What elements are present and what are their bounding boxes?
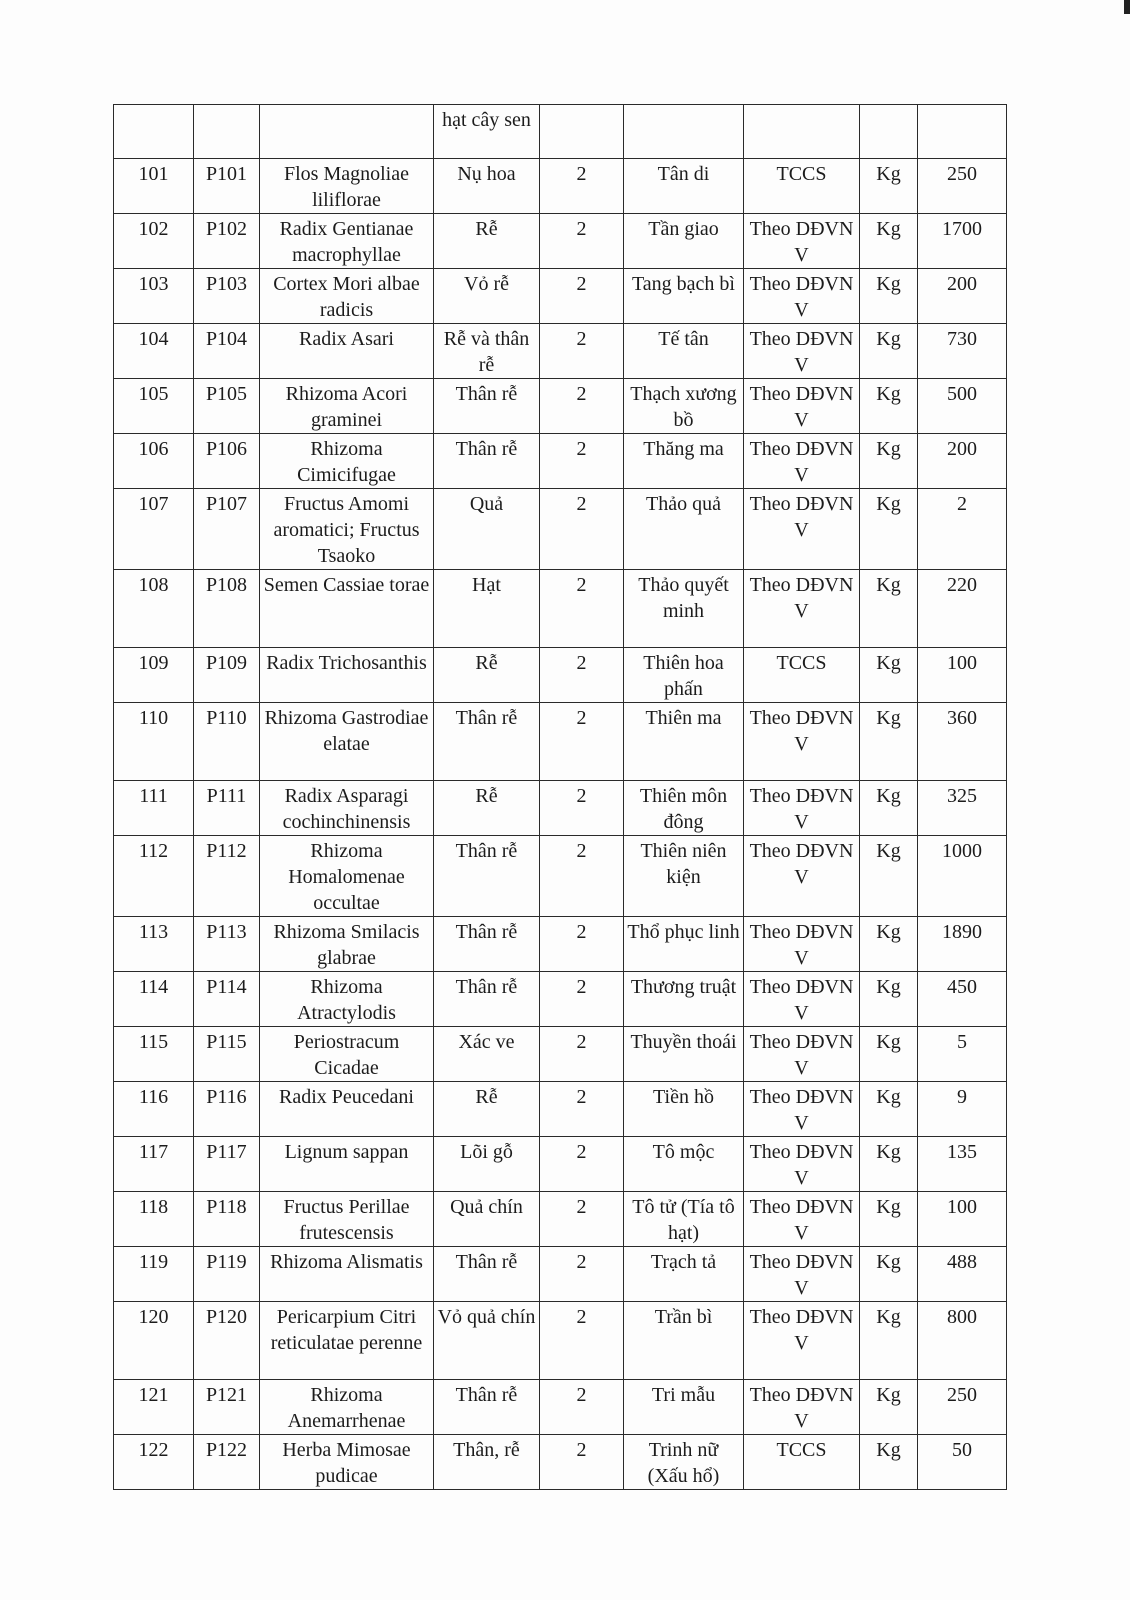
cell-part: Lõi gỗ <box>434 1137 540 1192</box>
cell-group: 2 <box>540 1435 624 1490</box>
table-row <box>114 917 1007 972</box>
cell-name: Tần giao <box>624 214 744 269</box>
cell-code: P121 <box>194 1380 260 1435</box>
cell-name: Thương truật <box>624 972 744 1027</box>
cell-group: 2 <box>540 1380 624 1435</box>
cell-name: Thổ phục linh <box>624 917 744 972</box>
table-row <box>114 570 1007 648</box>
cell-code: P114 <box>194 972 260 1027</box>
cell-code: P102 <box>194 214 260 269</box>
cell-code: P116 <box>194 1082 260 1137</box>
cell-qty: 1890 <box>918 917 1007 972</box>
cell-qty: 1700 <box>918 214 1007 269</box>
cell-name: Trần bì <box>624 1302 744 1380</box>
cell-std: Theo DĐVN V <box>744 972 860 1027</box>
table-row <box>114 324 1007 379</box>
cell-group: 2 <box>540 1302 624 1380</box>
cell-latin: Rhizoma Anemarrhenae <box>260 1380 434 1435</box>
cell-qty: 1000 <box>918 836 1007 917</box>
cell-group: 2 <box>540 836 624 917</box>
cell-qty: 450 <box>918 972 1007 1027</box>
cell-latin: Pericarpium Citri reticulatae perenne <box>260 1302 434 1380</box>
table-row <box>114 1435 1007 1490</box>
cell-name: Tân di <box>624 159 744 214</box>
cell-group: 2 <box>540 159 624 214</box>
cell-stt: 110 <box>114 703 194 781</box>
cell-latin <box>260 105 434 159</box>
cell-unit: Kg <box>860 214 918 269</box>
cell-stt: 109 <box>114 648 194 703</box>
cell-part: Vỏ rễ <box>434 269 540 324</box>
cell-qty: 200 <box>918 434 1007 489</box>
cell-latin: Radix Asari <box>260 324 434 379</box>
cell-stt: 113 <box>114 917 194 972</box>
cell-qty: 5 <box>918 1027 1007 1082</box>
cell-stt: 108 <box>114 570 194 648</box>
table-row <box>114 781 1007 836</box>
cell-unit: Kg <box>860 1192 918 1247</box>
cell-part: Thân rễ <box>434 434 540 489</box>
cell-latin: Periostracum Cicadae <box>260 1027 434 1082</box>
cell-unit: Kg <box>860 1380 918 1435</box>
table-row <box>114 1027 1007 1082</box>
cell-unit: Kg <box>860 324 918 379</box>
cell-latin: Radix Peucedani <box>260 1082 434 1137</box>
cell-stt: 116 <box>114 1082 194 1137</box>
cell-qty: 135 <box>918 1137 1007 1192</box>
cell-qty: 800 <box>918 1302 1007 1380</box>
cell-code: P120 <box>194 1302 260 1380</box>
cell-stt: 114 <box>114 972 194 1027</box>
cell-name: Trạch tả <box>624 1247 744 1302</box>
cell-code: P111 <box>194 781 260 836</box>
table-body <box>114 105 1007 1490</box>
cell-unit: Kg <box>860 703 918 781</box>
cell-qty: 220 <box>918 570 1007 648</box>
cell-stt <box>114 105 194 159</box>
cell-stt: 104 <box>114 324 194 379</box>
cell-part: Rễ <box>434 1082 540 1137</box>
cell-code: P109 <box>194 648 260 703</box>
cell-stt: 122 <box>114 1435 194 1490</box>
cell-name: Thiên môn đông <box>624 781 744 836</box>
cell-code: P115 <box>194 1027 260 1082</box>
cell-name: Thạch xương bồ <box>624 379 744 434</box>
cell-qty: 360 <box>918 703 1007 781</box>
cell-code: P103 <box>194 269 260 324</box>
table-row <box>114 214 1007 269</box>
cell-stt: 105 <box>114 379 194 434</box>
cell-name: Thăng ma <box>624 434 744 489</box>
cell-name: Thuyền thoái <box>624 1027 744 1082</box>
table-row <box>114 836 1007 917</box>
cell-std: Theo DĐVN V <box>744 434 860 489</box>
cell-name <box>624 105 744 159</box>
cell-code: P106 <box>194 434 260 489</box>
cell-part: Rễ <box>434 648 540 703</box>
cell-group <box>540 105 624 159</box>
cell-latin: Lignum sappan <box>260 1137 434 1192</box>
cell-part: Thân rễ <box>434 379 540 434</box>
cell-group: 2 <box>540 1027 624 1082</box>
table-row <box>114 159 1007 214</box>
cell-name: Tô mộc <box>624 1137 744 1192</box>
cell-qty: 100 <box>918 648 1007 703</box>
cell-part: Thân rễ <box>434 836 540 917</box>
cell-part: Xác ve <box>434 1027 540 1082</box>
cell-stt: 107 <box>114 489 194 570</box>
cell-part: Rễ <box>434 781 540 836</box>
cell-std: TCCS <box>744 159 860 214</box>
cell-unit: Kg <box>860 379 918 434</box>
cell-group: 2 <box>540 703 624 781</box>
table-row <box>114 1302 1007 1380</box>
cell-std: Theo DĐVN V <box>744 1027 860 1082</box>
cell-part: Thân, rễ <box>434 1435 540 1490</box>
cell-std: Theo DĐVN V <box>744 269 860 324</box>
cell-group: 2 <box>540 324 624 379</box>
cell-qty: 500 <box>918 379 1007 434</box>
cell-code: P108 <box>194 570 260 648</box>
cell-latin: Rhizoma Cimicifugae <box>260 434 434 489</box>
cell-unit: Kg <box>860 159 918 214</box>
cell-group: 2 <box>540 269 624 324</box>
cell-qty: 200 <box>918 269 1007 324</box>
cell-name: Thảo quyết minh <box>624 570 744 648</box>
cell-group: 2 <box>540 1137 624 1192</box>
table-row <box>114 1137 1007 1192</box>
cell-group: 2 <box>540 1082 624 1137</box>
cell-latin: Rhizoma Homalomenae occultae <box>260 836 434 917</box>
cell-unit: Kg <box>860 1435 918 1490</box>
cell-group: 2 <box>540 214 624 269</box>
cell-stt: 121 <box>114 1380 194 1435</box>
cell-std: Theo DĐVN V <box>744 1082 860 1137</box>
cell-code: P118 <box>194 1192 260 1247</box>
cell-std: Theo DĐVN V <box>744 836 860 917</box>
cell-std: Theo DĐVN V <box>744 781 860 836</box>
cell-unit: Kg <box>860 434 918 489</box>
cell-code: P113 <box>194 917 260 972</box>
cell-stt: 101 <box>114 159 194 214</box>
cell-unit: Kg <box>860 1247 918 1302</box>
cell-latin: Radix Gentianae macrophyllae <box>260 214 434 269</box>
table-row <box>114 1247 1007 1302</box>
cell-code: P119 <box>194 1247 260 1302</box>
cell-qty: 50 <box>918 1435 1007 1490</box>
cell-stt: 112 <box>114 836 194 917</box>
cell-group: 2 <box>540 917 624 972</box>
cell-stt: 103 <box>114 269 194 324</box>
cell-code: P105 <box>194 379 260 434</box>
cell-name: Thiên ma <box>624 703 744 781</box>
scan-mark <box>1124 0 1130 14</box>
cell-unit: Kg <box>860 269 918 324</box>
cell-name: Tô tử (Tía tô hạt) <box>624 1192 744 1247</box>
cell-unit: Kg <box>860 781 918 836</box>
cell-std <box>744 105 860 159</box>
cell-latin: Flos Magnoliae liliflorae <box>260 159 434 214</box>
cell-stt: 119 <box>114 1247 194 1302</box>
cell-part: Thân rễ <box>434 703 540 781</box>
cell-part: Vỏ quả chín <box>434 1302 540 1380</box>
cell-unit: Kg <box>860 648 918 703</box>
cell-unit: Kg <box>860 836 918 917</box>
cell-part: Quả chín <box>434 1192 540 1247</box>
cell-latin: Semen Cassiae torae <box>260 570 434 648</box>
cell-latin: Rhizoma Alismatis <box>260 1247 434 1302</box>
table-row <box>114 379 1007 434</box>
cell-latin: Rhizoma Acori graminei <box>260 379 434 434</box>
cell-part: Thân rễ <box>434 972 540 1027</box>
cell-latin: Rhizoma Atractylodis <box>260 972 434 1027</box>
cell-code: P101 <box>194 159 260 214</box>
cell-std: Theo DĐVN V <box>744 917 860 972</box>
cell-code: P117 <box>194 1137 260 1192</box>
cell-qty: 325 <box>918 781 1007 836</box>
cell-part: Thân rễ <box>434 1247 540 1302</box>
cell-std: Theo DĐVN V <box>744 324 860 379</box>
cell-latin: Radix Asparagi cochinchinensis <box>260 781 434 836</box>
cell-name: Tiền hồ <box>624 1082 744 1137</box>
cell-part: Thân rễ <box>434 1380 540 1435</box>
cell-code: P107 <box>194 489 260 570</box>
cell-group: 2 <box>540 781 624 836</box>
cell-name: Tang bạch bì <box>624 269 744 324</box>
cell-latin: Cortex Mori albae radicis <box>260 269 434 324</box>
cell-part: hạt cây sen <box>434 105 540 159</box>
cell-part: Thân rễ <box>434 917 540 972</box>
cell-std: Theo DĐVN V <box>744 570 860 648</box>
cell-code: P104 <box>194 324 260 379</box>
cell-qty: 100 <box>918 1192 1007 1247</box>
cell-std: Theo DĐVN V <box>744 1137 860 1192</box>
cell-qty: 2 <box>918 489 1007 570</box>
table-row <box>114 1082 1007 1137</box>
cell-stt: 115 <box>114 1027 194 1082</box>
cell-stt: 118 <box>114 1192 194 1247</box>
cell-group: 2 <box>540 434 624 489</box>
cell-unit: Kg <box>860 489 918 570</box>
cell-qty: 250 <box>918 1380 1007 1435</box>
table-row <box>114 269 1007 324</box>
cell-code: P112 <box>194 836 260 917</box>
cell-group: 2 <box>540 1192 624 1247</box>
cell-name: Thiên niên kiện <box>624 836 744 917</box>
cell-std: TCCS <box>744 648 860 703</box>
cell-part: Rễ và thân rễ <box>434 324 540 379</box>
cell-group: 2 <box>540 972 624 1027</box>
cell-std: Theo DĐVN V <box>744 1192 860 1247</box>
table-row <box>114 1192 1007 1247</box>
cell-latin: Rhizoma Smilacis glabrae <box>260 917 434 972</box>
cell-qty: 730 <box>918 324 1007 379</box>
cell-stt: 102 <box>114 214 194 269</box>
cell-name: Tri mẫu <box>624 1380 744 1435</box>
cell-qty: 9 <box>918 1082 1007 1137</box>
cell-name: Thiên hoa phấn <box>624 648 744 703</box>
table-row <box>114 434 1007 489</box>
cell-latin: Radix Trichosanthis <box>260 648 434 703</box>
cell-code: P122 <box>194 1435 260 1490</box>
cell-qty: 250 <box>918 159 1007 214</box>
cell-latin: Fructus Perillae frutescensis <box>260 1192 434 1247</box>
cell-latin: Rhizoma Gastrodiae elatae <box>260 703 434 781</box>
cell-part: Nụ hoa <box>434 159 540 214</box>
cell-name: Tế tân <box>624 324 744 379</box>
cell-part: Hạt <box>434 570 540 648</box>
cell-group: 2 <box>540 489 624 570</box>
cell-std: Theo DĐVN V <box>744 214 860 269</box>
cell-qty: 488 <box>918 1247 1007 1302</box>
cell-group: 2 <box>540 379 624 434</box>
table-row-continued <box>114 105 1007 159</box>
cell-std: TCCS <box>744 1435 860 1490</box>
cell-latin: Fructus Amomi aromatici; Fructus Tsaoko <box>260 489 434 570</box>
cell-name: Thảo quả <box>624 489 744 570</box>
cell-std: Theo DĐVN V <box>744 1247 860 1302</box>
cell-group: 2 <box>540 1247 624 1302</box>
cell-unit: Kg <box>860 1082 918 1137</box>
cell-part: Rễ <box>434 214 540 269</box>
cell-code <box>194 105 260 159</box>
table-row <box>114 489 1007 570</box>
cell-group: 2 <box>540 570 624 648</box>
cell-std: Theo DĐVN V <box>744 489 860 570</box>
cell-unit: Kg <box>860 1302 918 1380</box>
table-row <box>114 1380 1007 1435</box>
cell-unit: Kg <box>860 570 918 648</box>
cell-std: Theo DĐVN V <box>744 1380 860 1435</box>
cell-unit: Kg <box>860 972 918 1027</box>
herb-table <box>113 104 1007 1490</box>
table-row <box>114 972 1007 1027</box>
cell-stt: 120 <box>114 1302 194 1380</box>
cell-group: 2 <box>540 648 624 703</box>
cell-name: Trinh nữ (Xấu hổ) <box>624 1435 744 1490</box>
cell-std: Theo DĐVN V <box>744 703 860 781</box>
cell-std: Theo DĐVN V <box>744 1302 860 1380</box>
cell-part: Quả <box>434 489 540 570</box>
cell-unit: Kg <box>860 1027 918 1082</box>
cell-stt: 117 <box>114 1137 194 1192</box>
cell-stt: 106 <box>114 434 194 489</box>
cell-code: P110 <box>194 703 260 781</box>
cell-latin: Herba Mimosae pudicae <box>260 1435 434 1490</box>
cell-std: Theo DĐVN V <box>744 379 860 434</box>
cell-unit: Kg <box>860 917 918 972</box>
cell-stt: 111 <box>114 781 194 836</box>
cell-qty <box>918 105 1007 159</box>
cell-unit <box>860 105 918 159</box>
table-row <box>114 648 1007 703</box>
table-row <box>114 703 1007 781</box>
cell-unit: Kg <box>860 1137 918 1192</box>
